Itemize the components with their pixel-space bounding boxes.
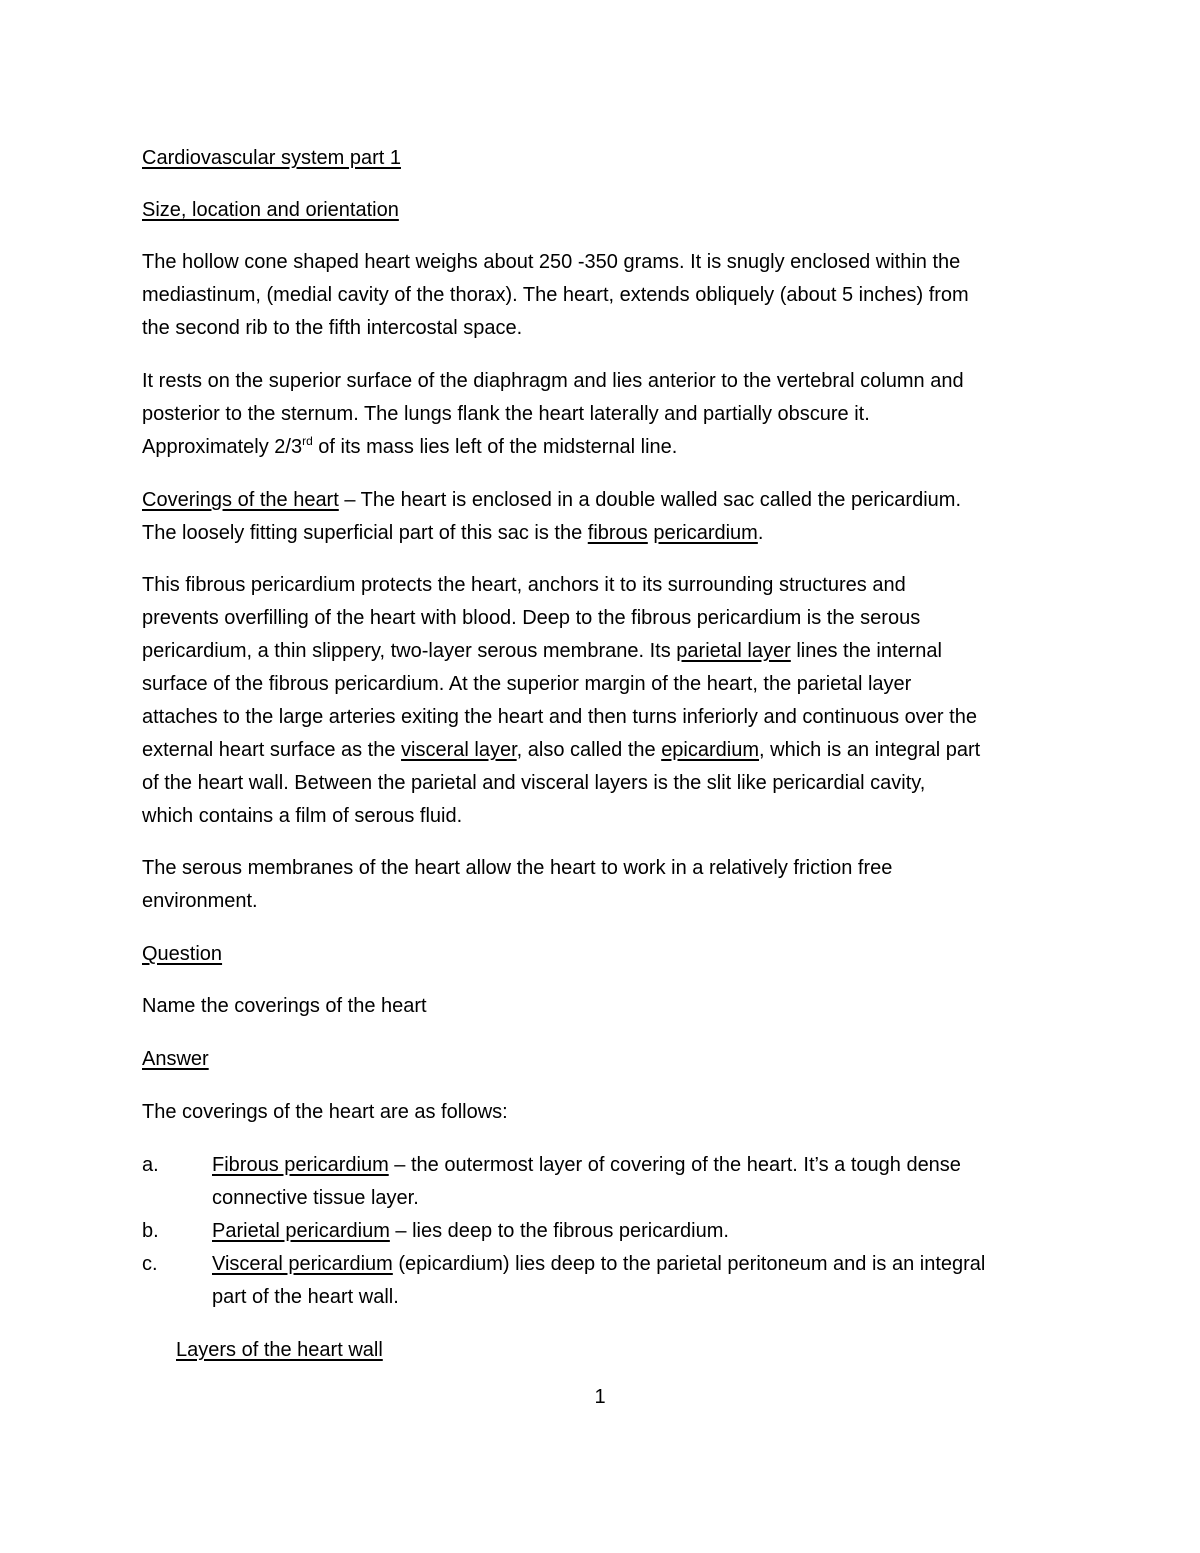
term-pericardium: pericardium — [653, 522, 758, 544]
paragraph-line: This fibrous pericardium protects the heart, anchors it to its surrounding structures and — [142, 574, 906, 596]
paragraph-line — [142, 521, 763, 545]
text-run: – The heart is enclosed in a double walled sac called the pericardium. — [338, 489, 961, 511]
paragraph-line — [142, 488, 961, 512]
coverings-heading: Coverings of the heart — [142, 489, 339, 511]
paragraph-line: which contains a film of serous fluid. — [142, 805, 463, 827]
list-item-continuation: connective tissue layer. — [212, 1187, 419, 1209]
list-marker-b: b. — [142, 1220, 159, 1242]
text-run: . — [757, 522, 764, 544]
text-run: , also called the — [516, 739, 662, 761]
text-run: of its mass lies left of the midsternal line. — [312, 436, 678, 458]
term-visceral-layer: visceral layer — [401, 739, 517, 761]
list-term: Visceral pericardium — [212, 1253, 393, 1275]
list-item — [212, 1219, 729, 1243]
paragraph-line: environment. — [142, 890, 258, 912]
paragraph-line: posterior to the sternum. The lungs flank the heart laterally and partially obscure it. — [142, 403, 870, 425]
text-run: The loosely fitting superficial part of this sac is the — [142, 522, 588, 544]
paragraph-line: The hollow cone shaped heart weighs about 250 -350 grams. It is snugly enclosed within the — [142, 251, 961, 273]
answer-label: Answer — [142, 1048, 209, 1070]
superscript-rd: rd — [302, 434, 313, 448]
document-title: Cardiovascular system part 1 — [142, 147, 401, 169]
list-item-continuation: part of the heart wall. — [212, 1286, 399, 1308]
text-run: external heart surface as the — [142, 739, 402, 761]
text-run: lines the internal — [790, 640, 942, 662]
term-fibrous: fibrous — [587, 522, 648, 544]
list-marker-a: a. — [142, 1154, 159, 1176]
list-item — [212, 1252, 985, 1276]
answer-intro: The coverings of the heart are as follows: — [142, 1101, 508, 1123]
paragraph-line: the second rib to the fifth intercostal space. — [142, 317, 523, 339]
list-marker-c: c. — [142, 1253, 158, 1275]
text-run: Approximately 2/3 — [142, 436, 303, 458]
text-run: (epicardium) lies deep to the parietal peritoneum and is an integral — [392, 1253, 986, 1275]
question-label: Question — [142, 943, 223, 965]
term-epicardium: epicardium — [661, 739, 760, 761]
text-run: – the outermost layer of covering of the heart. It’s a tough dense — [388, 1154, 961, 1176]
text-run: – lies deep to the fibrous pericardium. — [389, 1220, 729, 1242]
page-number: 1 — [594, 1386, 606, 1408]
list-term: Fibrous pericardium — [212, 1154, 389, 1176]
paragraph-line — [142, 435, 677, 459]
text-run: , which is an integral part — [759, 739, 981, 761]
paragraph-line: mediastinum, (medial cavity of the thorax). The heart, extends obliquely (about 5 inches) from — [142, 284, 969, 306]
paragraph-line: of the heart wall. Between the parietal and visceral layers is the slit like pericardial cavity, — [142, 772, 926, 794]
paragraph-line: attaches to the large arteries exiting the heart and then turns inferiorly and continuous over the — [142, 706, 977, 728]
list-term: Parietal pericardium — [212, 1220, 390, 1242]
paragraph-line: It rests on the superior surface of the diaphragm and lies anterior to the vertebral column and — [142, 370, 964, 392]
paragraph-line — [142, 639, 942, 663]
text-run: pericardium, a thin slippery, two-layer serous membrane. Its — [142, 640, 677, 662]
paragraph-line: The serous membranes of the heart allow the heart to work in a relatively friction free — [142, 857, 893, 879]
section-heading-size-location: Size, location and orientation — [142, 199, 399, 221]
section-heading-layers: Layers of the heart wall — [176, 1339, 383, 1361]
term-parietal-layer: parietal layer — [676, 640, 791, 662]
paragraph-line — [142, 738, 980, 762]
list-item — [212, 1153, 961, 1177]
paragraph-line: surface of the fibrous pericardium. At the superior margin of the heart, the parietal layer — [142, 673, 912, 695]
paragraph-line: prevents overfilling of the heart with blood. Deep to the fibrous pericardium is the serous — [142, 607, 921, 629]
question-text: Name the coverings of the heart — [142, 995, 427, 1017]
